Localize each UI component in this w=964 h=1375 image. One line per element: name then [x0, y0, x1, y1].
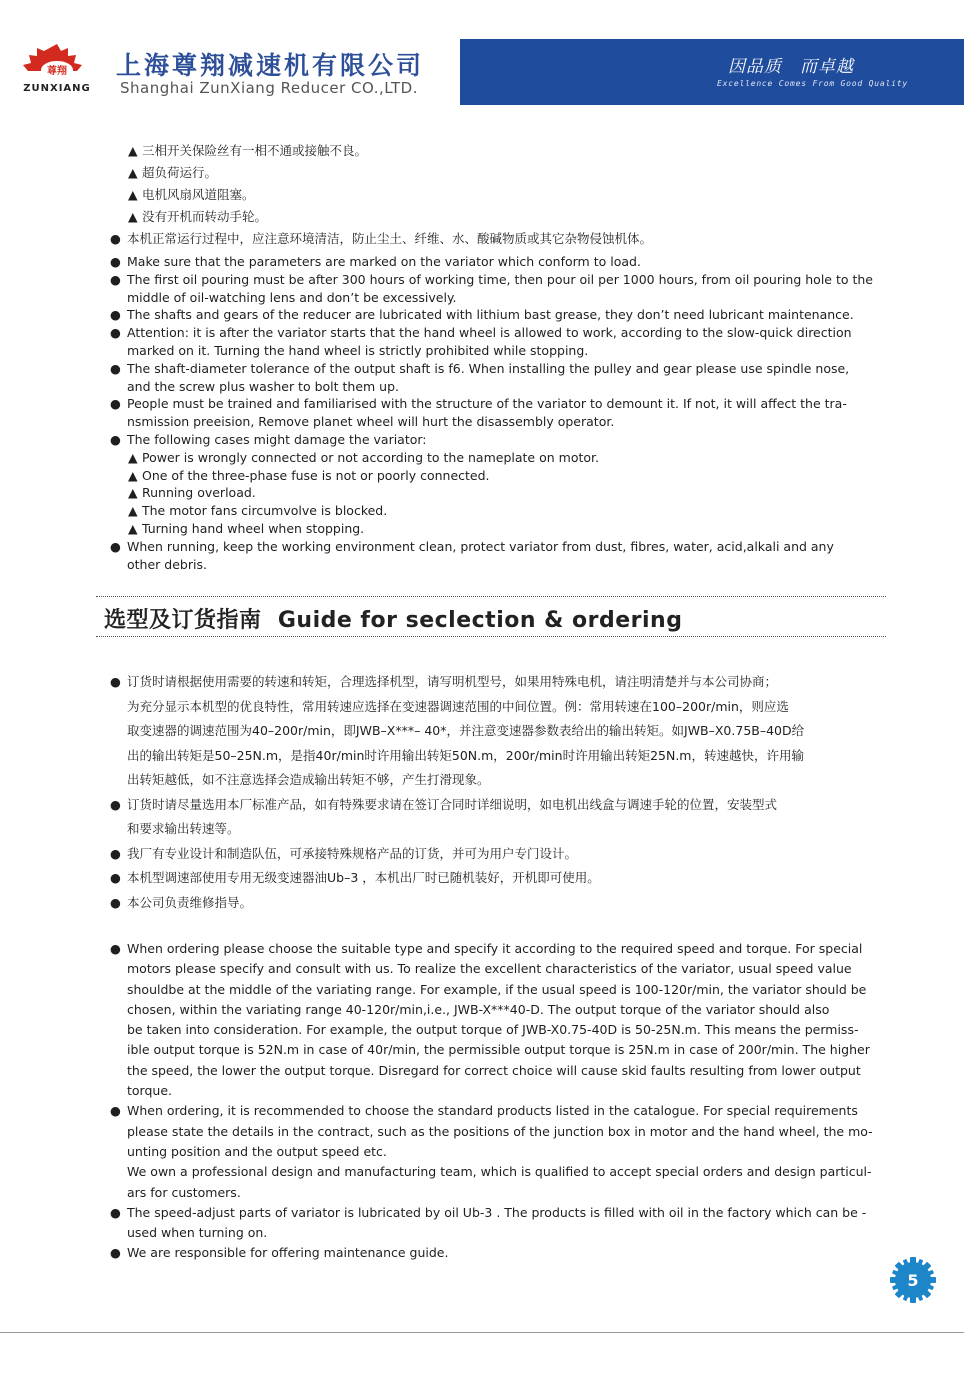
- bullet-icon: ●: [110, 254, 121, 269]
- en-ordering-list: [110, 939, 900, 1264]
- triangle-bullet-icon: ▲: [128, 209, 138, 224]
- list-item: ▲ 超负荷运行。: [110, 162, 900, 184]
- triangle-bullet-icon: ▲: [128, 187, 138, 202]
- header-band: [460, 39, 964, 105]
- triangle-bullet-icon: ▲: [128, 485, 138, 501]
- section-divider-bottom: [96, 636, 886, 637]
- bullet-icon: ●: [110, 538, 121, 554]
- list-item: ● The shafts and gears of the reducer are lubricated with lithium bast grease, they don’t need lubricant maintenance.: [110, 307, 854, 323]
- list-item: ● The shaft-diameter tolerance of the output shaft is f6. When installing the pulley and gear please use spindle nose, and the screw plus washer to bolt them up.: [110, 360, 850, 394]
- list-item: ▲ 三相开关保险丝有一相不通或接触不良。: [110, 140, 900, 162]
- section-title: 选型及订货指南 Guide for seclection & ordering: [104, 608, 683, 633]
- section-divider-top: [96, 596, 886, 597]
- list-item: ● Attention: it is after the variator starts that the hand wheel is allowed to work, according to the slow-quick direction marked on it. Turning the hand wheel is strictly prohibited while stopping.: [110, 325, 852, 358]
- list-item: ● 本机正常运行过程中，应注意环境清洁，防止尘土、纤维、水、酸碱物质或其它杂物侵蚀机体。: [110, 228, 900, 250]
- slogan-en: Excellence Comes From Good Quality: [717, 79, 908, 88]
- page-number: 5: [907, 1271, 919, 1290]
- list-item: ● When running, keep the working environment clean, protect variator from dust, fibres, water, acid,alkali and any other debris.: [110, 538, 834, 572]
- list-item: ▲ One of the three-phase fuse is not or poorly connected.: [128, 467, 490, 483]
- bullet-icon: ●: [110, 231, 121, 246]
- company-name-en: Shanghai ZunXiang Reducer CO.,LTD.: [120, 79, 419, 97]
- list-item: ● 订货时请尽量选用本厂标准产品，如有特殊要求请在签订合同时详细说明，如电机出线盒与调速手轮的位置，安装型式 和要求输出转速等。: [110, 793, 900, 842]
- bullet-icon: ●: [110, 1103, 121, 1119]
- list-item: ● 本公司负责维修指导。: [110, 891, 900, 916]
- slogan-cn: 因品质 而卓越: [728, 57, 854, 77]
- bullet-icon: ●: [110, 325, 121, 341]
- list-item: ▲ Power is wrongly connected or not according to the nameplate on motor.: [128, 449, 599, 465]
- bullet-icon: ●: [110, 845, 121, 861]
- list-item: ▲ 电机风扇风道阻塞。: [110, 184, 900, 206]
- bullet-icon: ●: [110, 870, 121, 885]
- triangle-bullet-icon: ▲: [128, 143, 138, 158]
- page-number-gear-icon: [889, 1256, 937, 1304]
- triangle-bullet-icon: ▲: [128, 520, 138, 536]
- bullet-icon: ●: [110, 307, 121, 323]
- bullet-icon: ●: [110, 1245, 121, 1261]
- list-item: ● 本机型调速部使用专用无级变速器油Ub–3 ，本机出厂时已随机装好，开机即可使用。: [110, 866, 900, 891]
- list-item: ● When ordering, it is recommended to choose the standard products listed in the catalogue. For special requirements please state the details in the contract, such as the positions of the junction box in motor and the hand wheel, the mo- unting position and the output speed etc. We own a professional design and manufacturing team, which is qualified to accept special orders and design particul- ars for customers.: [110, 1103, 873, 1200]
- list-item: ● People must be trained and familiarised with the structure of the variator to demount it. If not, it will affect the tra- nsmission preeision, Remove planet wheel will hurt the disassembly operator.: [110, 396, 847, 430]
- list-item: ▲ Turning hand wheel when stopping.: [128, 520, 365, 536]
- bullet-icon: ●: [110, 796, 121, 812]
- company-name-cn: 上海尊翔减速机有限公司: [116, 51, 425, 80]
- list-item: ▲ 没有开机而转动手轮。: [110, 206, 900, 228]
- zunxiang-logo-icon: [8, 40, 106, 98]
- triangle-bullet-icon: ▲: [128, 467, 138, 483]
- list-item: ● 我厂有专业设计和制造队伍，可承接特殊规格产品的订货，并可为用户专门设计。: [110, 842, 900, 867]
- en-maintenance-list: [110, 253, 900, 573]
- bullet-icon: ●: [110, 674, 121, 689]
- bullet-icon: ●: [110, 431, 121, 447]
- bullet-icon: ●: [110, 271, 121, 287]
- cn-fault-list: [110, 140, 900, 250]
- list-item: ● Make sure that the parameters are marked on the variator which conform to load.: [110, 254, 641, 269]
- bullet-icon: ●: [110, 1204, 121, 1220]
- list-item: ● When ordering please choose the suitable type and specify it according to the required speed and torque. For special motors please specify and consult with us. To realize the excellent characteristics of the variator, usual speed value shouldbe at the middle of the variating range. For example, if the usual speed is 100-120r/min, the variator should be chosen, within the variating range 40-120r/min,i.e., JWB-X***40-D. The output torque of the variator should also be taken into consideration. For example, the output torque of JWB-X0.75-40D is 50-25N.m. This means the permiss- ible output torque is 52N.m in case of 40r/min, the permissible output torque is 25N.m in case of 200r/min. The higher the speed, the lower the output torque. Disregard for correct choice will cause skid faults resulting from lower output torque.: [110, 941, 870, 1099]
- list-item: ● The following cases might damage the variator:: [110, 431, 427, 447]
- list-item: ● We are responsible for offering maintenance guide.: [110, 1243, 900, 1263]
- svg-text:尊翔: 尊翔: [47, 66, 67, 77]
- cn-ordering-list: [110, 670, 900, 915]
- triangle-bullet-icon: ▲: [128, 449, 138, 465]
- bullet-icon: ●: [110, 894, 121, 910]
- bullet-icon: ●: [110, 396, 121, 412]
- triangle-bullet-icon: ▲: [128, 165, 138, 180]
- triangle-bullet-icon: ▲: [128, 503, 138, 519]
- list-item: ● 订货时请根据使用需要的转速和转矩，合理选择机型，请写明机型号，如果用特殊电机，请注明清楚并与本公司协商； 为充分显示本机型的优良特性，常用转速应选择在变速器调速范围的中间位置。例：常用转速在100–200r/min，则应选 取变速器的调速范围为40–200r/min，即JWB–X***– 40*，并注意变速器参数表给出的输出转矩。如JWB–X0.75B–40D给 出的输出转矩是50–25N.m，是指40r/min时许用输出转矩50N.m，200r/min时许用输出转矩25N.m，转速越快，许用输 出转矩越低，如不注意选择会造成输出转矩不够，产生打滑现象。: [110, 670, 900, 793]
- list-item: ● The first oil pouring must be after 300 hours of working time, then pour oil per 1000 hours, from oil pouring hole to the middle of oil-watching lens and don’t be excessively.: [110, 271, 874, 305]
- list-item: ▲ Running overload.: [128, 485, 256, 501]
- page-bottom-rule: [0, 1332, 964, 1333]
- list-item: ● The speed-adjust parts of variator is lubricated by oil Ub-3 . The products is filled with oil in the factory which can be - used when turning on.: [110, 1204, 867, 1241]
- list-item: ▲ The motor fans circumvolve is blocked.: [128, 503, 388, 519]
- bullet-icon: ●: [110, 941, 121, 956]
- bullet-icon: ●: [110, 360, 121, 376]
- svg-text:ZUNXIANG: ZUNXIANG: [23, 83, 91, 94]
